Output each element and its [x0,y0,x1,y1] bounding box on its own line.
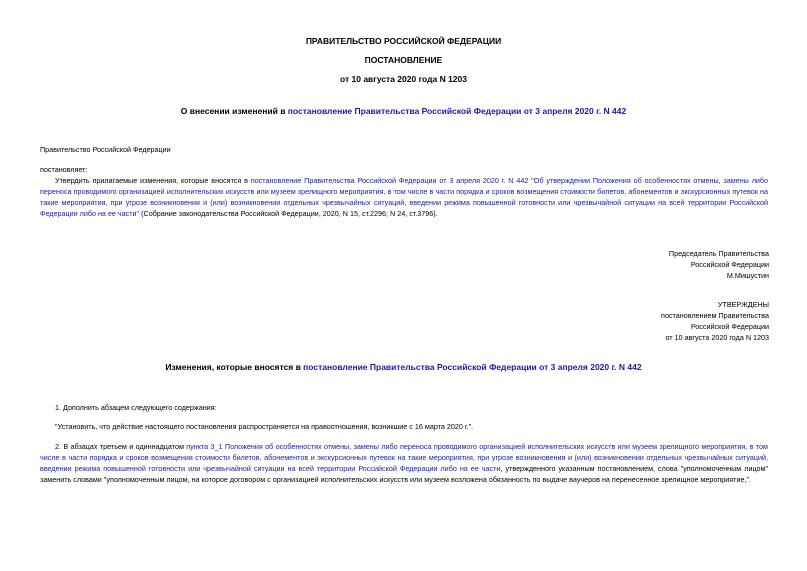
issuer: Правительство Российской Федерации [40,145,171,154]
subject-link[interactable]: постановление Правительства Российской Федерации от 3 апреля 2020 г. N 442 [287,106,627,116]
approval-line-2: постановлением Правительства [661,311,769,320]
item-2-start: 2. В абзацах третьем и одиннадцатом [55,442,187,451]
decides: постановляет: [40,165,88,174]
item-1: 1. Дополнить абзацем следующего содержания: [55,403,217,412]
document-type: ПОСТАНОВЛЕНИЕ [364,55,443,65]
approval-line-1: УТВЕРЖДЕНЫ [717,300,769,309]
document-subject [0,106,807,116]
document-date-number: от 10 августа 2020 года N 1203 [340,74,467,84]
p1-link-title[interactable]: "Об утверждении Положения об особенностях отмены, замены либо переноса проводимого организацией исполнительских искусств или музеем зрелищного мероприятия, в том числе в части порядка и сроков возмещения стоимости билетов, абонементов и экскурсионных путевок на такие мероприятия, при угрозе возникновения и (или) возникновении отдельных чрезвычайных ситуаций, введении режима повышенной готовности или чрезвычайной ситуации на всей территории Российской Федерации либо на ее части" [40,176,769,218]
item-1-quote: "Установить, что действие настоящего постановления распространяется на правоотношения, возникшие с 16 марта 2020 г.". [55,422,474,431]
signature-block [669,248,769,281]
changes-title-prefix: Изменения, которые вносятся в [165,362,304,372]
signature-line-2: Российской Федерации [690,260,769,269]
government-title: ПРАВИТЕЛЬСТВО РОССИЙСКОЙ ФЕДЕРАЦИИ [305,36,502,46]
signature-line-1: Председатель Правительства [668,249,769,258]
signature-line-3: М.Мишустин [726,271,769,280]
subject-prefix: О внесении изменений в [180,106,288,116]
item-2-link[interactable]: пункта 3_1 Положения об особенностях отмены, замены либо переноса проводимого организацией исполнительских искусств или музеем зрелищного мероприятия, в том числе в части порядка и сроков возмещения стоимости билетов, абонементов и экскурсионных путевок на такие мероприятия, при угрозе возникновения и (или) возникновении отдельных чрезвычайных ситуаций, введении режима повышенной готовности или чрезвычайной ситуации на всей территории Российской Федерации либо на ее части [40,442,768,473]
item-2-end: , утвержденного указанным постановлением, слова "уполномоченным лицом" заменить словами "уполномоченным лицом, на которое договором с организацией исполнительских искусств или музеем возложена обязанность по выдаче ваучеров на перенесенное зрелищное мероприятие,". [40,464,768,484]
p1-link-decree[interactable]: постановление Правительства Российской Федерации от 3 апреля 2020 г. N 442 [250,176,529,185]
changes-title-link[interactable]: постановление Правительства Российской Федерации от 3 апреля 2020 г. N 442 [303,362,642,372]
changes-title [0,362,807,372]
main-paragraph [40,175,768,219]
approval-line-3: Российской Федерации [690,322,769,331]
approval-block [661,299,769,343]
item-2 [40,441,768,485]
p1-end: (Собрание законодательства Российской Федерации, 2020, N 15, ст.2296; N 24, ст.3796). [139,209,438,218]
approval-line-4: от 10 августа 2020 года N 1203 [665,333,769,342]
p1-start: Утвердить прилагаемые изменения, которые вносятся в [55,176,251,185]
